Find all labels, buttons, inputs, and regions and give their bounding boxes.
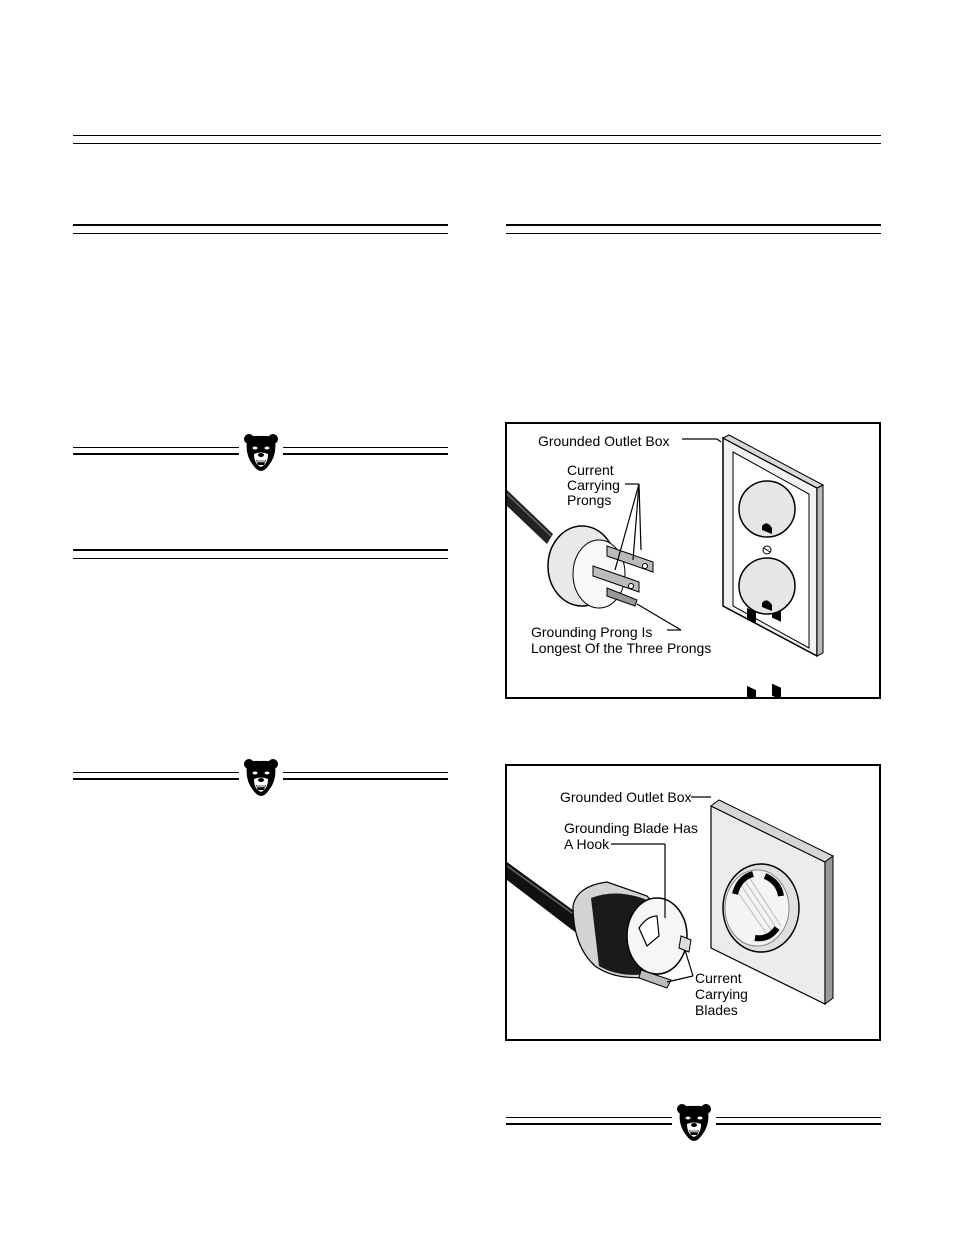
- figure-three-prong-plug: [505, 422, 881, 699]
- bear-divider-right-1: [506, 1103, 881, 1143]
- figure2-outlet-box-label: Grounded Outlet Box: [560, 789, 692, 805]
- bear-head-logo-icon: [243, 758, 279, 798]
- figure-twist-lock-plug: [505, 764, 881, 1041]
- figure1-outlet-box-label: Grounded Outlet Box: [538, 433, 670, 449]
- figure1-prongs-label-line3: Prongs: [567, 492, 612, 508]
- twist-lock-plug-illustration: [507, 766, 879, 1039]
- bear-divider-left-2: [73, 758, 448, 798]
- bear-divider-left-1: [73, 433, 448, 473]
- figure2-hook-label-line2: A Hook: [564, 836, 610, 852]
- figure1-prongs-label-line1: Current: [567, 462, 614, 478]
- bear-head-logo-icon: [243, 433, 279, 473]
- figure2-blades-label-line3: Blades: [695, 1002, 738, 1018]
- figure2-blades-label-line1: Current: [695, 970, 742, 986]
- bear-head-logo-icon: [676, 1103, 712, 1143]
- figure2-hook-label-line1: Grounding Blade Has: [564, 820, 698, 836]
- figure1-prongs-label-line2: Carrying: [567, 477, 620, 493]
- three-prong-plug-illustration: [507, 424, 879, 697]
- figure2-blades-label-line2: Carrying: [695, 986, 748, 1002]
- figure1-ground-label-line2: Longest Of the Three Prongs: [531, 640, 712, 656]
- figure1-ground-label-line1: Grounding Prong Is: [531, 624, 653, 640]
